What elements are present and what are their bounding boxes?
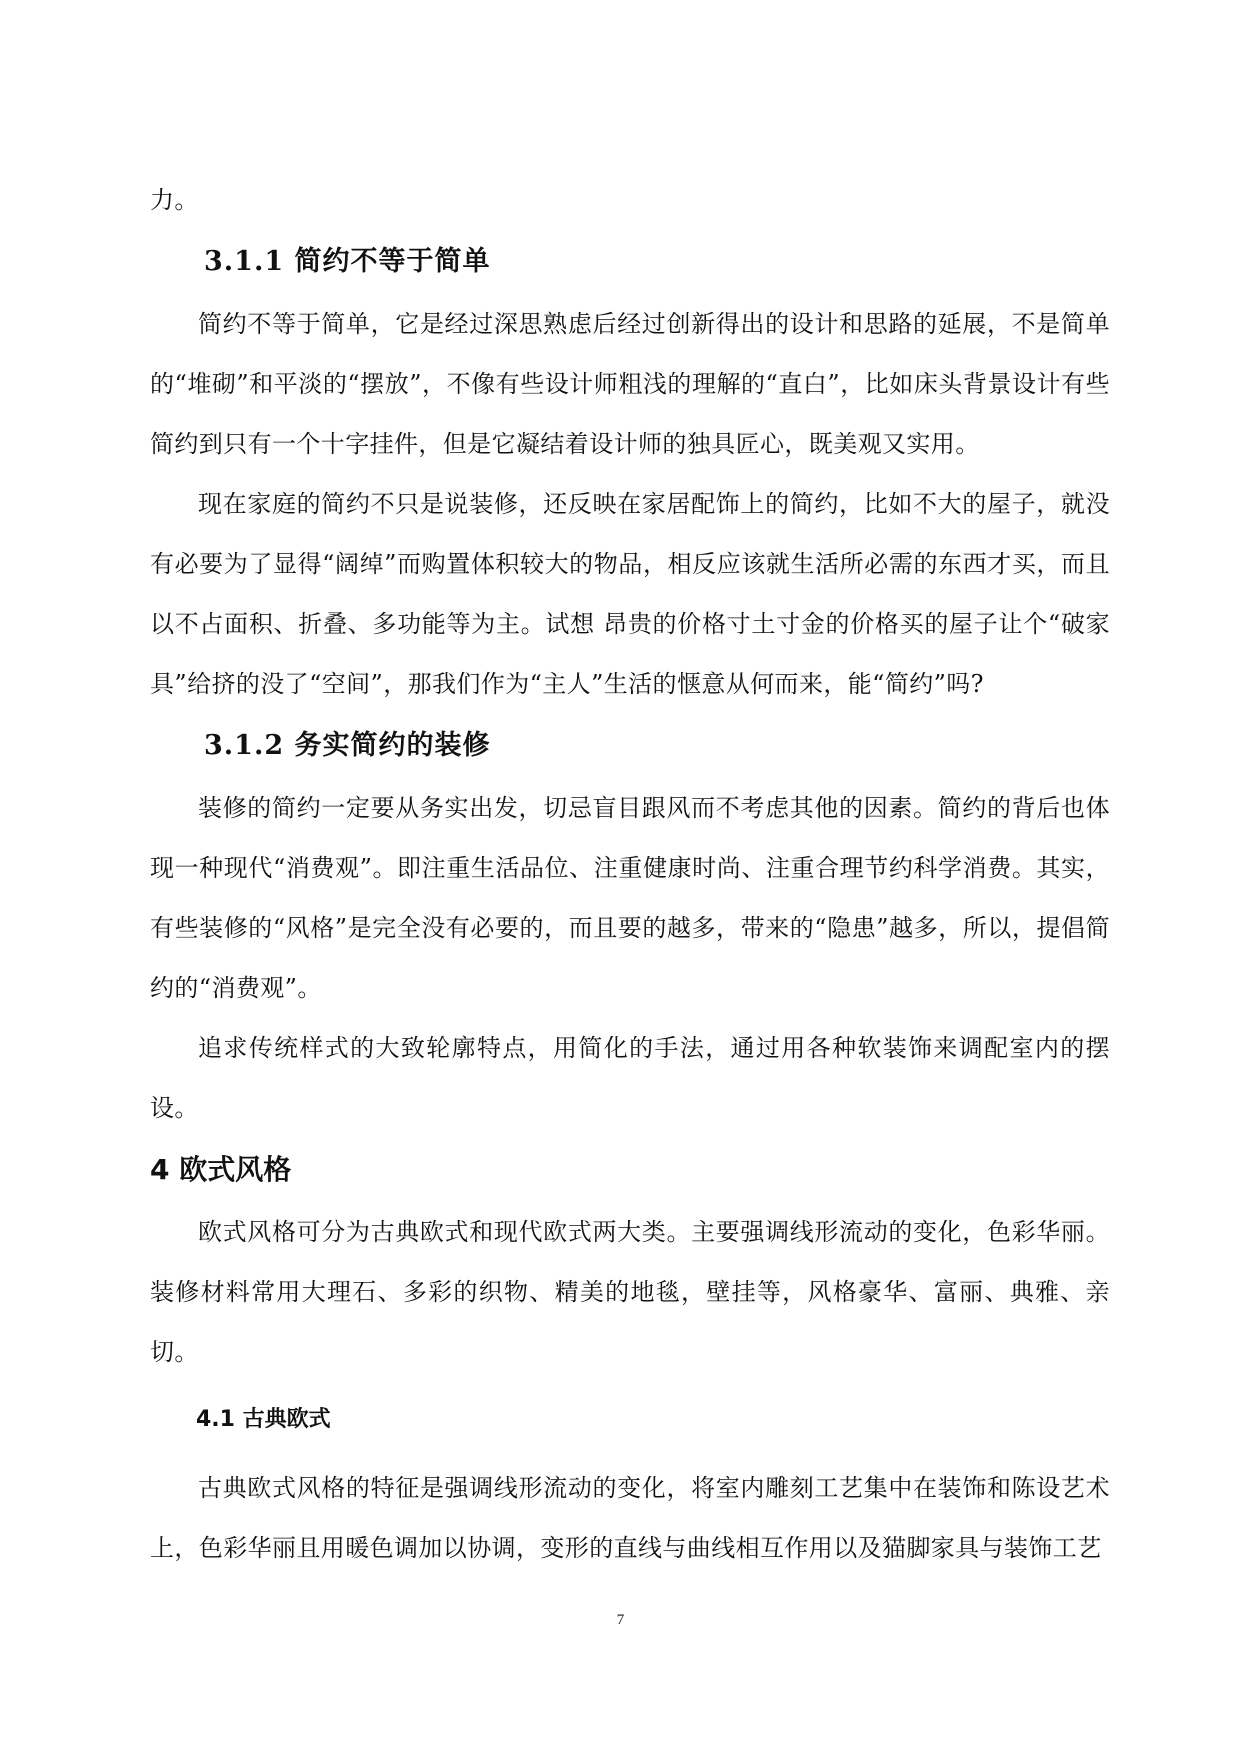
paragraph: 简约不等于简单，它是经过深思熟虑后经过创新得出的设计和思路的延展，不是简单的“堆砌”和平淡的“摆放”，不像有些设计师粗浅的理解的“直白”，比如床头背景设计有些简约到只有一个十字挂件，但是它凝结着设计师的独具匠心，既美观又实用。	[150, 310, 1110, 458]
paragraph-continuation: 力。	[150, 186, 199, 214]
paragraph: 古典欧式风格的特征是强调线形流动的变化，将室内雕刻工艺集中在装饰和陈设艺术上，色彩华丽且用暖色调加以协调，变形的直线与曲线相互作用以及猫脚家具与装饰工艺	[150, 1474, 1110, 1562]
paragraph: 现在家庭的简约不只是说装修，还反映在家居配饰上的简约，比如不大的屋子，就没有必要为了显得“阔绰”而购置体积较大的物品，相反应该就生活所必需的东西才买，而且以不占面积、折叠、多功能等为主。试想 昂贵的价格寸土寸金的价格买的屋子让个“破家具”给挤的没了“空间”，那我们作为“主人”生活的惬意从何而来，能“简约”吗?	[150, 490, 1110, 698]
paragraph: 追求传统样式的大致轮廓特点，用简化的手法，通过用各种软装饰来调配室内的摆设。	[150, 1034, 1110, 1122]
section-heading-3-1-2: 3.1.2 务实简约的装修	[204, 730, 491, 761]
page-number: 7	[616, 1612, 625, 1628]
paragraph: 欧式风格可分为古典欧式和现代欧式两大类。主要强调线形流动的变化，色彩华丽。装修材料常用大理石、多彩的织物、精美的地毯，壁挂等，风格豪华、富丽、典雅、亲切。	[150, 1218, 1110, 1366]
paragraph: 装修的简约一定要从务实出发，切忌盲目跟风而不考虑其他的因素。简约的背后也体现一种现代“消费观”。即注重生活品位、注重健康时尚、注重合理节约科学消费。其实，有些装修的“风格”是完全没有必要的，而且要的越多，带来的“隐患”越多，所以，提倡简约的“消费观”。	[150, 794, 1110, 1002]
document-body	[150, 170, 1110, 1578]
section-heading-4-1: 4.1 古典欧式	[196, 1407, 331, 1432]
chapter-heading-4: 4 欧式风格	[150, 1153, 292, 1186]
section-heading-3-1-1: 3.1.1 简约不等于简单	[204, 246, 491, 277]
